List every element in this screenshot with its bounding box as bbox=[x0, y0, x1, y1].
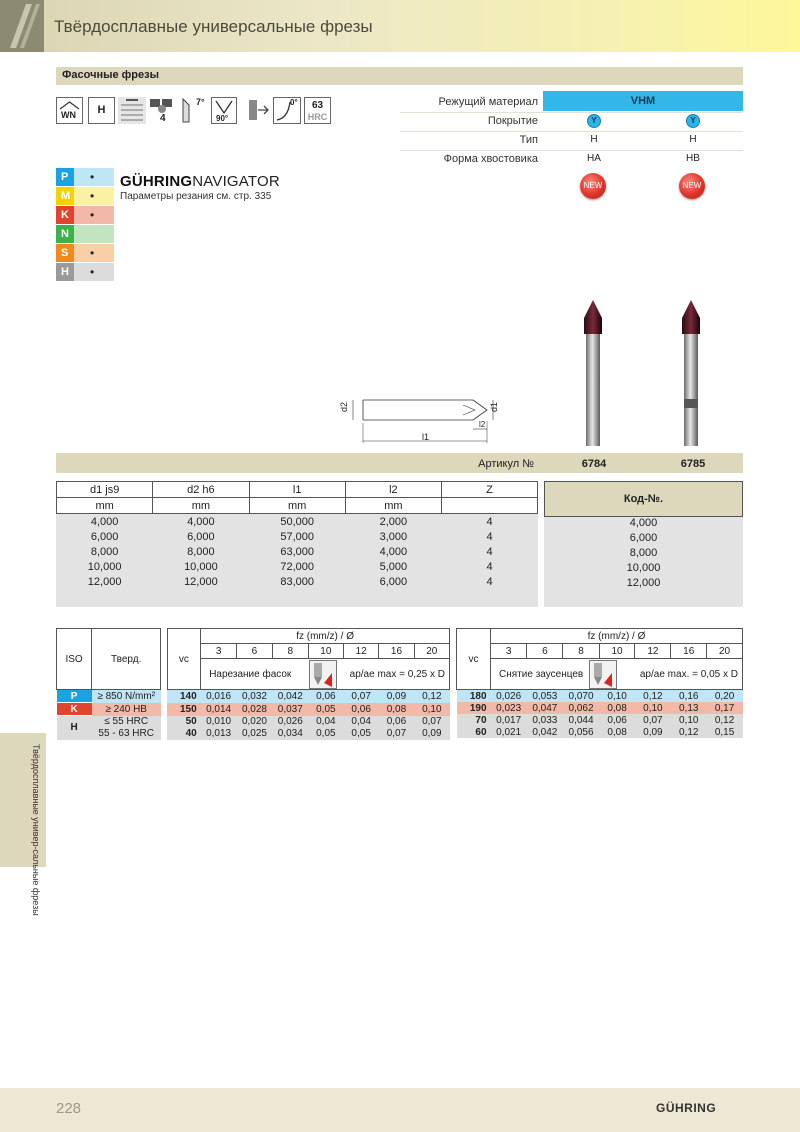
vc-cell: 50 bbox=[185, 716, 197, 727]
operation-row bbox=[457, 659, 743, 690]
feed-cell: 0,09 bbox=[643, 726, 663, 738]
feed-cell: 0,07 bbox=[386, 728, 407, 739]
feed-cell: 0,09 bbox=[386, 690, 407, 702]
feed-cell: 0,034 bbox=[277, 728, 303, 739]
article-code: 6,000 bbox=[629, 532, 658, 544]
feed-cell: 0,044 bbox=[568, 714, 594, 726]
feed-cell: 0,10 bbox=[607, 690, 627, 702]
spec-divider bbox=[400, 112, 743, 113]
l1-label: l1 bbox=[422, 432, 430, 442]
column-header: l1 bbox=[249, 482, 345, 498]
tool-6785-illustration bbox=[676, 296, 706, 450]
coolant-pictogram bbox=[118, 97, 146, 124]
diameter-cell: 6 bbox=[237, 644, 273, 659]
section-title: Фасочные фрезы bbox=[62, 69, 159, 81]
feed-cell: 0,06 bbox=[316, 690, 336, 702]
hardness-header: Тверд. bbox=[92, 629, 161, 690]
feed-cell: 0,08 bbox=[386, 703, 407, 715]
feed-cell: 0,053 bbox=[532, 690, 558, 702]
dimension-cell: 6,000 bbox=[90, 530, 119, 543]
dimension-cell: 8,000 bbox=[90, 545, 119, 558]
feed-cell: 0,042 bbox=[277, 690, 303, 702]
unit-cell bbox=[442, 498, 538, 514]
dimension-cell: 10,000 bbox=[87, 560, 122, 573]
diameter-cell: 20 bbox=[707, 644, 743, 659]
dimension-cell: 3,000 bbox=[379, 530, 408, 543]
tool-6784-illustration bbox=[578, 296, 608, 450]
iso-letter: H bbox=[61, 266, 69, 278]
iso-letter: S bbox=[61, 247, 69, 259]
relief-angle-pictogram: 7° bbox=[179, 97, 209, 124]
iso-legend-row bbox=[56, 225, 114, 244]
dimension-cell: 50,000 bbox=[280, 515, 314, 528]
vc-cell: 140 bbox=[180, 690, 197, 702]
diameter-cell: 8 bbox=[563, 644, 599, 659]
iso-cell: K bbox=[57, 703, 92, 716]
feed-cell: 0,06 bbox=[386, 716, 407, 727]
operation-label: Снятие заусенцев bbox=[499, 669, 584, 680]
feed-cell: 0,013 bbox=[206, 728, 232, 739]
dimension-cell: 5,000 bbox=[379, 560, 408, 573]
cutting-data-table-deburring bbox=[456, 628, 743, 738]
iso-cell: P bbox=[57, 690, 92, 703]
material-value-bar: VHM bbox=[543, 91, 743, 111]
code-header: Код-№. bbox=[544, 481, 743, 517]
feed-cell: 0,05 bbox=[316, 703, 336, 715]
dimension-cell: 6,000 bbox=[187, 530, 215, 543]
feed-cell: 0,13 bbox=[678, 702, 699, 714]
iso-letter: P bbox=[61, 171, 69, 183]
feed-cell: 0,12 bbox=[678, 726, 699, 738]
dimension-cell: 12,000 bbox=[87, 575, 122, 588]
vc-cell: 190 bbox=[469, 702, 487, 714]
feed-cell: 0,12 bbox=[422, 690, 442, 702]
feed-cell: 0,04 bbox=[351, 716, 371, 727]
iso-letter: N bbox=[61, 228, 69, 240]
iso-legend-row bbox=[56, 168, 114, 187]
cutting-data-row bbox=[457, 726, 743, 738]
cutting-header-row bbox=[457, 629, 743, 644]
new-badge: NEW bbox=[679, 173, 705, 199]
feed-cell: 0,032 bbox=[241, 690, 267, 702]
dimension-cell: 83,000 bbox=[280, 575, 314, 588]
feed-cell: 0,10 bbox=[678, 714, 699, 726]
feed-cell: 0,014 bbox=[206, 703, 232, 715]
dimensions-table bbox=[56, 481, 538, 589]
iso-legend-row bbox=[56, 187, 114, 206]
spec-divider bbox=[400, 150, 743, 151]
tool-dimension-drawing bbox=[335, 385, 505, 445]
operation-cell bbox=[491, 659, 743, 690]
diameter-cell: 16 bbox=[671, 644, 707, 659]
feed-cell: 0,047 bbox=[532, 702, 558, 714]
v-angle-icon bbox=[212, 99, 236, 115]
article-code: 12,000 bbox=[626, 577, 661, 589]
tool-profile-icon bbox=[179, 97, 193, 124]
dimension-cell: 4 bbox=[486, 560, 493, 573]
iso-suitability-dot: • bbox=[90, 189, 95, 203]
feed-cell: 0,07 bbox=[351, 690, 371, 702]
feed-cell: 0,12 bbox=[714, 714, 735, 726]
coating-badge: Y bbox=[587, 114, 601, 128]
feed-cell: 0,017 bbox=[496, 714, 522, 726]
feed-cell: 0,05 bbox=[316, 728, 336, 739]
dimension-row bbox=[57, 514, 538, 530]
diameter-cell: 8 bbox=[272, 644, 308, 659]
type-value: H bbox=[590, 134, 598, 145]
iso-legend-row bbox=[56, 263, 114, 282]
type-label: Тип bbox=[519, 134, 538, 146]
dimension-row bbox=[57, 574, 538, 589]
diameter-row bbox=[457, 644, 743, 659]
feed-cell: 0,09 bbox=[422, 728, 442, 739]
iso-letter: M bbox=[61, 190, 71, 202]
operation-label: Нарезание фасок bbox=[209, 669, 292, 680]
header-logo-mark bbox=[0, 0, 44, 52]
dimension-cell: 12,000 bbox=[184, 575, 218, 588]
vc-header: vc bbox=[167, 629, 201, 690]
cutting-data-row bbox=[57, 728, 450, 740]
feed-cell: 0,17 bbox=[714, 702, 735, 714]
feed-cell: 0,16 bbox=[678, 690, 699, 702]
iso-letter: K bbox=[61, 209, 69, 221]
feed-cell: 0,06 bbox=[607, 714, 627, 726]
feed-cell: 0,15 bbox=[714, 726, 735, 738]
dimension-cell: 6,000 bbox=[379, 575, 408, 588]
flute-lines-icon bbox=[118, 97, 146, 124]
article-number: 6785 bbox=[680, 458, 706, 470]
feed-cell: 0,10 bbox=[643, 702, 663, 714]
cutting-data-row bbox=[57, 703, 450, 716]
diameter-cell: 3 bbox=[201, 644, 237, 659]
feed-cell: 0,056 bbox=[568, 726, 594, 738]
point-angle-pictogram: 90° bbox=[211, 97, 237, 124]
page-title: Твёрдосплавные универсальные фрезы bbox=[54, 17, 373, 36]
h-pictogram: H bbox=[88, 97, 115, 124]
hardness-cell: 55 - 63 HRC bbox=[98, 728, 154, 739]
feed-cell: 0,12 bbox=[643, 690, 663, 702]
roof-icon bbox=[57, 100, 82, 110]
unit-cell: mm bbox=[57, 498, 153, 514]
dimension-cell: 4 bbox=[486, 575, 493, 588]
cutting-header-row bbox=[57, 629, 450, 644]
operation-diagram-icon bbox=[309, 660, 337, 689]
iso-suitability-dot: • bbox=[90, 246, 95, 260]
iso-legend-row bbox=[56, 206, 114, 225]
vc-cell: 70 bbox=[475, 714, 487, 726]
hardness-cell: ≤ 55 HRC bbox=[104, 716, 149, 727]
feed-cell: 0,016 bbox=[206, 690, 232, 702]
feed-cell: 0,033 bbox=[532, 714, 558, 726]
iso-legend bbox=[56, 168, 114, 282]
iso-header: ISO bbox=[57, 629, 92, 690]
cutting-data-row bbox=[457, 690, 743, 703]
dimensions-units-row bbox=[57, 498, 538, 514]
ap-ae-label: ap/ae max. = 0,05 x D bbox=[639, 669, 738, 680]
feed-cell: 0,070 bbox=[568, 690, 594, 702]
diameter-cell: 12 bbox=[344, 644, 379, 659]
dimension-row bbox=[57, 559, 538, 574]
feed-cell: 0,010 bbox=[206, 716, 232, 727]
spacer-cell bbox=[161, 644, 167, 659]
dimension-cell: 4,000 bbox=[187, 515, 215, 528]
feed-cell: 0,025 bbox=[241, 728, 267, 739]
operation-diagram-icon bbox=[589, 660, 617, 689]
iso-suitability-dot: • bbox=[90, 265, 95, 279]
dimension-row bbox=[57, 529, 538, 544]
article-code: 8,000 bbox=[629, 547, 658, 559]
flutes-pictogram: 4 bbox=[148, 97, 176, 124]
vc-cell: 180 bbox=[469, 690, 487, 702]
article-label: Артикул № bbox=[478, 458, 534, 470]
feed-cell: 0,05 bbox=[351, 728, 371, 739]
diameter-cell: 6 bbox=[527, 644, 563, 659]
spacer-cell bbox=[161, 659, 167, 690]
feed-cell: 0,026 bbox=[277, 716, 303, 727]
column-header: d2 h6 bbox=[153, 482, 249, 498]
unit-cell: mm bbox=[345, 498, 441, 514]
cutting-params-reference[interactable]: Параметры резания см. стр. 335 bbox=[120, 191, 272, 202]
shank-value: HB bbox=[686, 153, 700, 164]
coating-badge: Y bbox=[686, 114, 700, 128]
dimension-cell: 57,000 bbox=[280, 530, 314, 543]
feed-cell: 0,08 bbox=[607, 702, 627, 714]
fz-header: fz (mm/z) / Ø bbox=[201, 629, 450, 644]
dimension-cell: 4 bbox=[486, 530, 493, 543]
feed-cell: 0,07 bbox=[422, 716, 442, 727]
hrc-pictogram: 63 HRC bbox=[304, 97, 331, 124]
ap-ae-label: ap/ae max = 0,25 x D bbox=[349, 669, 445, 680]
shank-value: HA bbox=[587, 153, 601, 164]
feed-cell: 0,07 bbox=[643, 714, 663, 726]
shank-label: Форма хвостовика bbox=[443, 153, 538, 165]
wn-pictogram: WN bbox=[56, 97, 83, 124]
column-header: d1 js9 bbox=[57, 482, 153, 498]
cutting-data-row bbox=[457, 702, 743, 714]
drill-arrow-icon bbox=[244, 97, 272, 124]
iso-cell: H bbox=[57, 716, 92, 740]
material-label: Режущий материал bbox=[438, 96, 538, 108]
cutting-data-row bbox=[57, 690, 450, 703]
feed-cell: 0,10 bbox=[422, 703, 442, 715]
navigator-logo: GÜHRINGNAVIGATOR bbox=[120, 173, 280, 190]
stripes-icon bbox=[0, 0, 44, 52]
feed-cell: 0,06 bbox=[351, 703, 371, 715]
dimension-cell: 4 bbox=[486, 545, 493, 558]
cutting-data-row bbox=[57, 716, 450, 728]
diameter-cell: 12 bbox=[635, 644, 671, 659]
tool-pictogram bbox=[244, 97, 272, 124]
iso-suitability-dot: • bbox=[90, 208, 95, 222]
diameter-cell: 3 bbox=[491, 644, 527, 659]
spec-divider bbox=[400, 131, 743, 132]
new-badge: NEW bbox=[580, 173, 606, 199]
dimension-cell: 63,000 bbox=[280, 545, 314, 558]
operation-cell bbox=[201, 659, 450, 690]
feed-cell: 0,023 bbox=[496, 702, 522, 714]
section-bar bbox=[56, 67, 743, 85]
feed-cell: 0,028 bbox=[241, 703, 267, 715]
diameter-cell: 20 bbox=[414, 644, 449, 659]
page-number: 228 bbox=[56, 1100, 82, 1117]
feed-cell: 0,20 bbox=[714, 690, 735, 702]
iso-legend-row bbox=[56, 244, 114, 263]
dimension-cell: 4,000 bbox=[379, 545, 408, 558]
code-list bbox=[544, 516, 743, 591]
feed-cell: 0,062 bbox=[568, 702, 594, 714]
feed-cell: 0,037 bbox=[277, 703, 303, 715]
unit-cell: mm bbox=[153, 498, 249, 514]
chapter-side-tab-label: Твёрдосплавные универ-сальные фрезы bbox=[31, 744, 41, 916]
l2-label: l2 bbox=[479, 420, 486, 429]
fz-header: fz (mm/z) / Ø bbox=[491, 629, 743, 644]
cutting-data-row bbox=[457, 714, 743, 726]
diameter-cell: 16 bbox=[379, 644, 414, 659]
column-header: Z bbox=[442, 482, 538, 498]
coating-label: Покрытие bbox=[487, 115, 538, 127]
feed-cell: 0,021 bbox=[496, 726, 522, 738]
cutting-data-table-chamfering bbox=[56, 628, 450, 740]
dimensions-header-row bbox=[57, 482, 538, 498]
vc-header: vc bbox=[457, 629, 491, 690]
dimension-row bbox=[57, 544, 538, 559]
dimension-cell: 10,000 bbox=[184, 560, 218, 573]
type-value: H bbox=[689, 134, 697, 145]
iso-suitability-dot: • bbox=[90, 170, 95, 184]
d1-label: d1 bbox=[489, 401, 500, 413]
diameter-cell: 10 bbox=[599, 644, 635, 659]
feed-cell: 0,042 bbox=[532, 726, 558, 738]
footer-logo: GÜHRING bbox=[656, 1101, 717, 1115]
vc-cell: 150 bbox=[180, 703, 197, 715]
vc-cell: 40 bbox=[185, 728, 197, 739]
feed-cell: 0,020 bbox=[241, 716, 267, 727]
feed-cell: 0,04 bbox=[316, 716, 336, 727]
dimension-cell: 8,000 bbox=[187, 545, 215, 558]
feed-cell: 0,08 bbox=[607, 726, 627, 738]
hardness-cell: ≥ 240 HB bbox=[105, 703, 147, 715]
feed-cell: 0,026 bbox=[496, 690, 522, 702]
vc-cell: 60 bbox=[475, 726, 487, 738]
dimension-cell: 4,000 bbox=[90, 515, 119, 528]
diameter-cell: 10 bbox=[308, 644, 343, 659]
article-number: 6784 bbox=[581, 458, 607, 470]
column-header: l2 bbox=[345, 482, 441, 498]
dimension-cell: 72,000 bbox=[280, 560, 314, 573]
article-code: 10,000 bbox=[626, 562, 661, 574]
dimension-cell: 4 bbox=[486, 515, 493, 528]
hardness-cell: ≥ 850 N/mm² bbox=[97, 690, 156, 702]
helix-pictogram: 0° bbox=[273, 97, 301, 124]
article-code: 4,000 bbox=[629, 517, 658, 529]
unit-cell: mm bbox=[249, 498, 345, 514]
dimension-cell: 2,000 bbox=[379, 515, 408, 528]
d2-label: d2 bbox=[339, 401, 350, 413]
